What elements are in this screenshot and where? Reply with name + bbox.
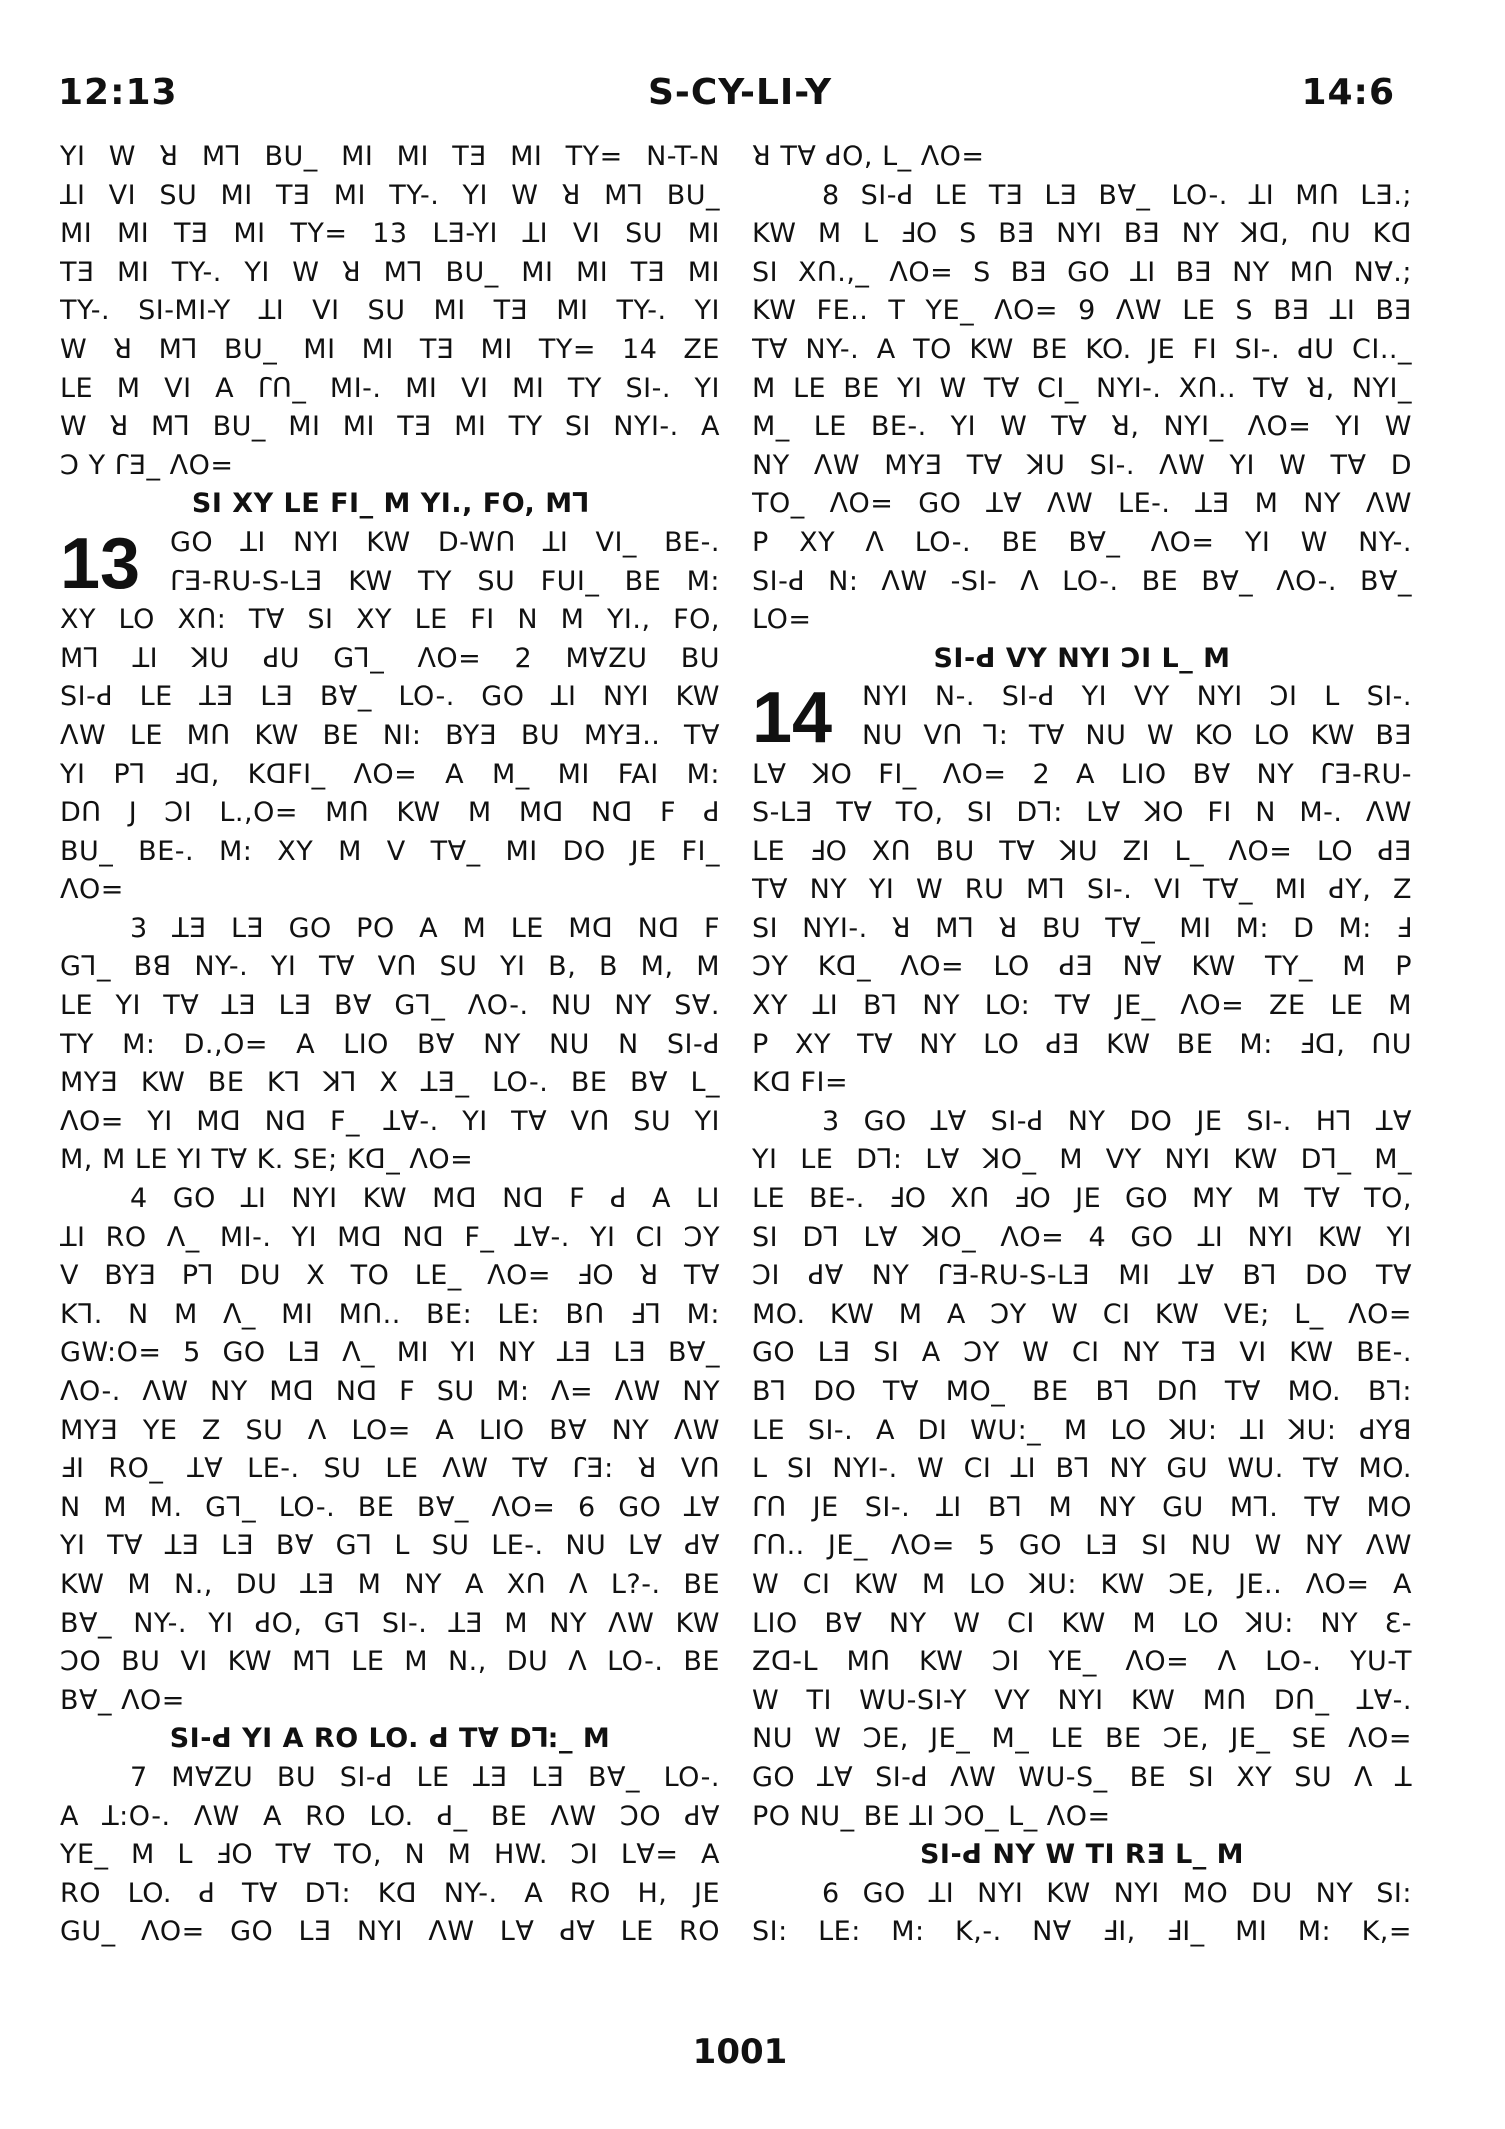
chapter-number: 14 xyxy=(752,678,833,759)
text-line: Mꓶ ꓕI ꓘU ꓒU Gꓶ_ ꓥO= 2 MꓯZU BU xyxy=(60,642,720,674)
text-line: YI LE Dꓶ: Lꓯ ꓘO_ M VY NYI KW Dꓶ_ M_ xyxy=(752,1144,1412,1176)
text-line: M LE BE YI W Tꓯ CI_ NYI-. XՈ.. Tꓯ ꓤ, NYI_ xyxy=(752,372,1412,404)
text-line: GO ꓕꓯ SI-ꓒ ꓥW WU-S_ BE SI XY SU ꓥ ꓕ xyxy=(752,1761,1412,1793)
left-paragraph-e xyxy=(60,1759,720,1952)
text-line: BU_ BE-. M: XY M V Tꓯ_ MI DO JE FI_ xyxy=(60,835,720,867)
right-paragraph-c xyxy=(752,756,1412,1103)
section-heading: SI-ꓒ YI A RO LO. ꓒ Tꓯ Dꓶ:_ M xyxy=(169,1723,611,1755)
right-column xyxy=(752,138,1412,1952)
text-line: Bꓯ_ ꓥO= xyxy=(60,1684,185,1716)
text-line: GW:O= 5 GO LƎ ꓥ_ MI YI NY ꓕƎ LƎ Bꓯ_ xyxy=(60,1337,720,1369)
chapter-start xyxy=(752,678,1412,759)
left-paragraph-c xyxy=(60,910,720,1180)
text-line: LE YI Tꓯ ꓕƎ LƎ Bꓯ Gꓶ_ ꓥO-. NU NY Sꓯ. xyxy=(60,990,720,1022)
text-line: SI-ꓒ N: ꓥW -SI- ꓥ LO-. BE Bꓯ_ ꓥO-. Bꓯ_ xyxy=(752,565,1412,597)
text-line: W TI WU-SI-Y VY NYI KW MՈ DՈ_ ꓕꓯ-. xyxy=(752,1684,1412,1716)
text-line: ꓤ Tꓯ ꓒO, L_ ꓥO= xyxy=(752,141,985,172)
text-line: MYƎ YE Z SU ꓥ LO= A LIO Bꓯ NY ꓥW xyxy=(60,1414,720,1446)
text-line: TO_ ꓥO= GO ꓕꓯ ꓥW LE-. ꓕƎ M NY ꓥW xyxy=(752,488,1412,520)
text-line: YE_ M L ꓞO Tꓯ TO, N M HW. ƆI Lꓯ= A xyxy=(60,1839,720,1871)
text-line: A ꓕ:O-. ꓥW A RO LO. ꓒ_ BE ꓥW ƆO ꓒꓯ xyxy=(60,1800,720,1832)
text-line: TY-. SI-MI-Y ꓕI VI SU MI TƎ MI TY-. YI xyxy=(60,295,720,327)
text-line: GO LƎ SI A ƆY W CI NY TƎ VI KW BE-. xyxy=(752,1337,1412,1369)
text-line: Kꓶ. N M ꓥ_ MI MՈ.. BE: LE: BՈ ꓞꓶ M: xyxy=(60,1298,720,1330)
text-line: 3 GO ꓕꓯ SI-ꓒ NY DO JE SI-. Hꓶ ꓕꓯ xyxy=(822,1105,1412,1137)
text-line: ꓩՈ JE SI-. ꓕI Bꓶ M NY GU Mꓶ. Tꓯ MO xyxy=(752,1491,1412,1523)
text-line: TƎ MI TY-. YI W ꓤ Mꓶ BU_ MI MI TƎ MI xyxy=(60,256,720,288)
text-line: SI-ꓒ LE ꓕƎ LƎ Bꓯ_ LO-. GO ꓕI NYI KW xyxy=(60,681,720,713)
text-line: RO LO. ꓒ Tꓯ Dꓶ: Kꓷ NY-. A RO H, JE xyxy=(60,1877,720,1909)
text-line: Bꓶ DO Tꓯ MO_ BE Bꓶ DՈ Tꓯ MO. Bꓶ: xyxy=(752,1376,1412,1407)
text-line: NU W ƆE, JE_ M_ LE BE ƆE, JE_ SE ꓥO= xyxy=(752,1723,1412,1755)
right-paragraph-d xyxy=(752,1103,1412,1836)
text-line: MI MI TƎ MI TY= 13 LƎ-YI ꓕI VI SU MI xyxy=(60,218,720,250)
text-line: TY M: D.,O= A LIO Bꓯ NY NU N SI-ꓒ xyxy=(60,1028,720,1060)
text-line: XY LO XՈ: Tꓯ SI XY LE FI N M YI., FO, xyxy=(60,604,720,636)
text-line: N M M. Gꓶ_ LO-. BE Bꓯ_ ꓥO= 6 GO ꓕꓯ xyxy=(60,1491,720,1523)
section-heading: SI XY LE FI_ M YI., FO, Mꓶ xyxy=(191,488,589,520)
text-line: Gꓶ_ Bꓭ NY-. YI Tꓯ VՈ SU YI B, B M, M xyxy=(60,951,720,983)
text-line: Zꓷ-L MՈ KW ƆI YE_ ꓥO= ꓥ LO-. YU-T xyxy=(752,1646,1412,1678)
right-paragraph-e xyxy=(752,1875,1412,1952)
text-line: YI Tꓯ ꓕƎ LƎ Bꓯ Gꓶ L SU LE-. NU Lꓯ ꓒꓯ xyxy=(60,1530,720,1562)
text-line: Ɔ Y ꓩƎ_ ꓥO= xyxy=(60,449,234,481)
section-heading: SI-ꓒ NY W TI RƎ L_ M xyxy=(919,1839,1245,1871)
text-line: LE SI-. A DI WU:_ M LO ꓘU: ꓕI ꓘU: ꓒYꓭ xyxy=(752,1414,1412,1446)
text-line: YI W ꓤ Mꓶ BU_ MI MI TƎ MI TY= N-T-N xyxy=(60,141,720,172)
text-line: SI Dꓶ Lꓯ ꓘO_ ꓥO= 4 GO ꓕI NYI KW YI xyxy=(752,1221,1412,1253)
text-line: LE ꓞO XՈ BU Tꓯ ꓘU ZI L_ ꓥO= LO ꓒƎ xyxy=(752,835,1412,867)
text-line: GO ꓕI NYI KW D-WՈ ꓕI VI_ BE-. xyxy=(170,526,720,558)
text-line: P XY Tꓯ NY LO ꓒƎ KW BE M: ꓞꓷ, ꓵU xyxy=(752,1028,1412,1060)
text-line: YI Pꓶ ꓞꓷ, KꓷFI_ ꓥO= A M_ MI FAI M: xyxy=(60,758,720,790)
section-heading: SI-ꓒ VY NYI ƆI L_ M xyxy=(933,642,1231,674)
text-line: ꓩՈ.. JE_ ꓥO= 5 GO LƎ SI NU W NY ꓥW xyxy=(752,1530,1412,1562)
text-line: W ꓤ Mꓶ BU_ MI MI TƎ MI TY SI NYI-. A xyxy=(60,411,720,443)
text-line: L SI NYI-. W CI ꓕI Bꓶ NY GU WU. Tꓯ MO. xyxy=(752,1453,1412,1485)
text-line: SI XՈ.,_ ꓥO= S BƎ GO ꓕI BƎ NY MՈ Nꓯ.; xyxy=(752,256,1412,288)
text-line: DՈ J ƆI L.,O= MՈ KW M Mꓷ Nꓷ F ꓒ xyxy=(60,797,720,829)
text-line: ꓥO= YI Mꓷ Nꓷ F_ ꓕꓯ-. YI Tꓯ VՈ SU YI xyxy=(60,1105,720,1137)
text-line: M, M LE YI Tꓯ K. SE; Kꓷ_ ꓥO= xyxy=(60,1144,474,1176)
chapter-opening-lines xyxy=(60,523,720,604)
text-line: Tꓯ NY YI W RU Mꓶ SI-. VI Tꓯ_ MI ꓒY, Z xyxy=(752,874,1412,906)
text-line: 3 ꓕƎ LƎ GO PO A M LE Mꓷ Nꓷ F xyxy=(130,912,720,944)
text-line: MO. KW M A ƆY W CI KW VE; L_ ꓥO= xyxy=(752,1298,1412,1330)
text-line: ꓕI RO ꓥ_ MI-. YI Mꓷ Nꓷ F_ ꓕꓯ-. YI CI ƆY xyxy=(60,1221,720,1253)
text-line: NYI N-. SI-ꓒ YI VY NYI ƆI L SI-. xyxy=(862,681,1412,713)
running-head-title: S-CY-LI-Y xyxy=(647,72,833,113)
text-line: M_ LE BE-. YI W Tꓯ ꓤ, NYI_ ꓥO= YI W xyxy=(752,411,1412,443)
chapter-opening-lines xyxy=(752,678,1412,759)
text-line: 6 GO ꓕI NYI KW NYI MO DU NY SI: xyxy=(822,1877,1412,1909)
text-line: KW M L ꓞO S BƎ NYI BƎ NY ꓘꓷ, ꓵU Kꓷ xyxy=(752,218,1412,250)
running-head-right: 14:6 xyxy=(1301,72,1395,113)
text-line: 8 SI-ꓒ LE TƎ LƎ Bꓯ_ LO-. ꓕI MՈ LƎ.; xyxy=(822,179,1412,211)
text-line: SI NYI-. ꓤ Mꓶ ꓤ BU Tꓯ_ MI M: D M: ꓞ xyxy=(752,912,1412,944)
text-line: GU_ ꓥO= GO LƎ NYI ꓥW Lꓯ ꓒꓯ LE RO xyxy=(60,1916,720,1948)
text-line: NY ꓥW MYƎ Tꓯ ꓘU SI-. ꓥW YI W Tꓯ D xyxy=(752,449,1412,481)
text-line: ƆY Kꓷ_ ꓥO= LO ꓒƎ Nꓯ KW TY_ M P xyxy=(752,951,1412,983)
text-line: NU VՈ ꓶ: Tꓯ NU W KO LO KW BƎ xyxy=(862,719,1412,751)
text-line: Tꓯ NY-. A TO KW BE KO. JE FI SI-. ꓒU CI.._ xyxy=(752,333,1412,365)
text-line: SI: LE: M: K,-. Nꓯ ꓞI, ꓞI_ MI M: K,= xyxy=(752,1916,1412,1948)
text-line: ꓥO= xyxy=(60,874,124,906)
text-line: ƆO BU VI KW Mꓶ LE M N., DU ꓥ LO-. BE xyxy=(60,1646,720,1678)
text-line: LO= xyxy=(752,604,812,636)
text-line: ꓥW LE MՈ KW BE NI: BYƎ BU MYƎ.. Tꓯ xyxy=(60,719,720,751)
text-line: ꓩƎ-RU-S-LƎ KW TY SU FUI_ BE M: xyxy=(170,565,720,597)
page-number: 1001 xyxy=(692,2032,788,2072)
left-column xyxy=(60,138,720,1952)
text-line: ꓞI RO_ ꓕꓯ LE-. SU LE ꓥW Tꓯ ꓩƎ: ꓤ VՈ xyxy=(60,1453,720,1485)
text-line: LE BE-. ꓞO XՈ ꓞO JE GO MY M Tꓯ TO, xyxy=(752,1183,1412,1215)
text-line: ꓥO-. ꓥW NY Mꓷ Nꓷ F SU M: ꓥ= ꓥW NY xyxy=(60,1376,720,1407)
text-line: ƆI ꓒꓯ NY ꓩƎ-RU-S-LƎ MI ꓕꓯ Bꓶ DO Tꓯ xyxy=(752,1260,1412,1292)
text-line: W CI KW M LO ꓘU: KW ƆE, JE.. ꓥO= A xyxy=(752,1568,1412,1600)
text-line: S-LƎ Tꓯ TO, SI Dꓶ: Lꓯ ꓘO FI N M-. ꓥW xyxy=(752,797,1412,829)
right-paragraph-a xyxy=(752,138,1412,177)
text-line: 7 MꓯZU BU SI-ꓒ LE ꓕƎ LƎ Bꓯ_ LO-. xyxy=(130,1761,720,1793)
left-paragraph-a xyxy=(60,138,720,485)
chapter-number: 13 xyxy=(60,523,141,604)
text-line: Kꓷ FI= xyxy=(752,1067,849,1099)
text-line: PO NU_ BE ꓕI ƆO_ L_ ꓥO= xyxy=(752,1800,1111,1832)
text-line: Bꓯ_ NY-. YI ꓒO, Gꓶ SI-. ꓕƎ M NY ꓥW KW xyxy=(60,1607,720,1639)
running-head-left: 12:13 xyxy=(58,72,178,113)
text-line: MYƎ KW BE Kꓶ ꓘꓶ X ꓕƎ_ LO-. BE Bꓯ L_ xyxy=(60,1067,720,1099)
text-line: KW FE.. T YE_ ꓥO= 9 ꓥW LE S BƎ ꓕI BƎ xyxy=(752,295,1412,327)
text-line: LE M VI A ꓩՈ_ MI-. MI VI MI TY SI-. YI xyxy=(60,372,720,404)
text-line: V BYƎ Pꓶ DU X TO LE_ ꓥO= ꓞO ꓤ Tꓯ xyxy=(60,1260,720,1292)
right-paragraph-b xyxy=(752,177,1412,640)
text-line: KW M N., DU ꓕƎ M NY A XՈ ꓥ L?-. BE xyxy=(60,1568,720,1600)
chapter-start xyxy=(60,523,720,604)
text-line: P XY ꓥ LO-. BE Bꓯ_ ꓥO= YI W NY-. xyxy=(752,526,1412,558)
left-paragraph-d xyxy=(60,1180,720,1720)
text-line: 4 GO ꓕI NYI KW Mꓷ Nꓷ F ꓒ A LI xyxy=(130,1183,720,1215)
text-line: ꓕI VI SU MI TƎ MI TY-. YI W ꓤ Mꓶ BU_ xyxy=(60,179,720,211)
text-line: XY ꓕI Bꓶ NY LO: Tꓯ JE_ ꓥO= ZE LE M xyxy=(752,990,1412,1022)
text-line: W ꓤ Mꓶ BU_ MI MI TƎ MI TY= 14 ZE xyxy=(60,333,720,365)
text-line: LIO Bꓯ NY W CI KW M LO ꓘU: NY Ɛ- xyxy=(752,1607,1412,1639)
left-paragraph-b xyxy=(60,601,720,910)
text-line: Lꓯ ꓘO FI_ ꓥO= 2 A LIO Bꓯ NY ꓩƎ-RU- xyxy=(752,758,1412,790)
